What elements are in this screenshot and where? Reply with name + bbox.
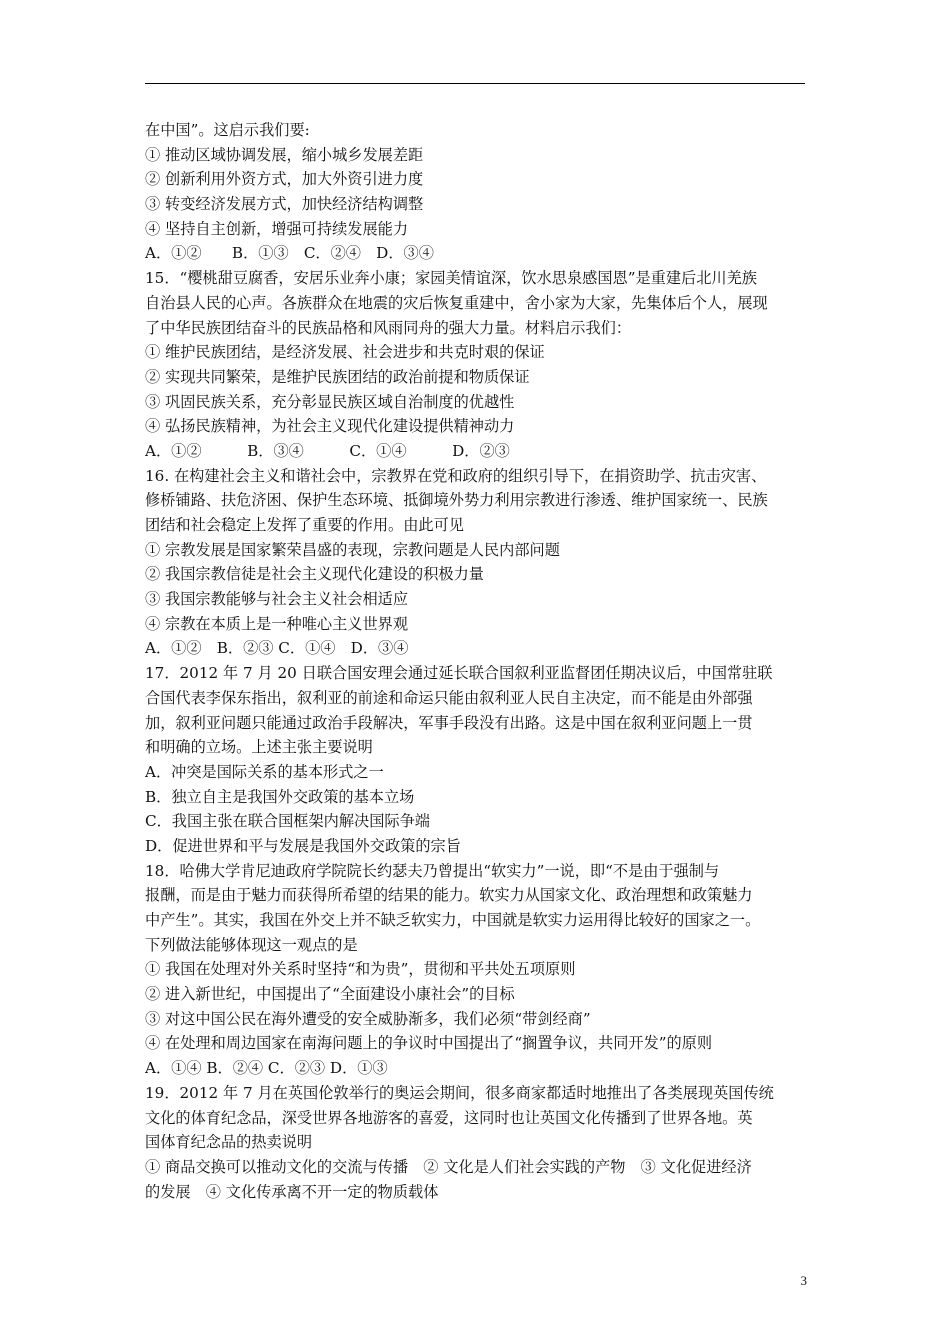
text-line: ② 我国宗教信徒是社会主义现代化建设的积极力量	[145, 565, 484, 584]
text-line: ② 创新利用外资方式，加大外资引进力度	[145, 170, 424, 189]
text-line: 修桥铺路、扶危济困、保护生态环境、抵御境外势力利用宗教进行渗透、维护国家统一、民族	[145, 491, 768, 510]
text-line: ③ 转变经济发展方式，加快经济结构调整	[145, 195, 424, 214]
text-line: 自治县人民的心声。各族群众在地震的灾后恢复重建中，舍小家为大家，先集体后个人，展现	[145, 293, 768, 312]
text-line: 加，叙利亚问题只能通过政治手段解决，军事手段没有出路。这是中国在叙利亚问题上一贯	[145, 713, 753, 732]
text-line: 文化的体育纪念品，深受世界各地游客的喜爱，这同时也让英国文化传播到了世界各地。英	[145, 1108, 753, 1127]
text-line: B．独立自主是我国外交政策的基本立场	[145, 787, 415, 806]
text-line: ③ 我国宗教能够与社会主义社会相适应	[145, 590, 409, 609]
text-line: ① 我国在处理对外关系时坚持“和为贵”，贯彻和平共处五项原则	[145, 960, 576, 979]
text-line: 报酬，而是由于魅力而获得所希望的结果的能力。软实力从国家文化、政治理想和政策魅力	[145, 886, 753, 905]
text-line: C．我国主张在联合国框架内解决国际争端	[145, 812, 430, 831]
text-line: 中产生”。其实，我国在外交上并不缺乏软实力，中国就是软实力运用得比较好的国家之一。	[145, 911, 761, 929]
question-18-stem: 18．哈佛大学肯尼迪政府学院院长约瑟夫乃曾提出“软实力”一说，即“不是由于强制与	[145, 861, 720, 880]
question-17-stem: 17．2012 年 7 月 20 日联合国安理会通过延长联合国叙利亚监督团任期决议后，中国常驻联	[145, 664, 773, 683]
page-number: 3	[800, 1273, 807, 1288]
question-15-stem: 15．“樱桃甜豆腐香，安居乐业奔小康；家园美情谊深，饮水思泉感国恩”是重建后北川羌族	[145, 269, 757, 288]
text-line: ① 推动区域协调发展，缩小城乡发展差距	[145, 145, 424, 164]
text-line: ① 维护民族团结，是经济发展、社会进步和共克时艰的保证	[145, 343, 545, 362]
answer-options: A．①② B．②③ C．①④ D．③④	[145, 639, 409, 658]
document-body	[145, 118, 807, 1204]
text-line: 合国代表李保东指出，叙利亚的前途和命运只能由叙利亚人民自主决定，而不能是由外部强	[145, 688, 753, 707]
answer-options: A．①② B．③④ C．①④ D．②③	[145, 441, 510, 460]
answer-options: A．①④ B．②④ C．②③ D．①③	[145, 1059, 388, 1078]
text-line: ③ 对这中国公民在海外遭受的安全威胁渐多，我们必须“带剑经商”	[145, 1009, 591, 1028]
text-line: 了中华民族团结奋斗的民族品格和风雨同舟的强大力量。材料启示我们：	[145, 318, 631, 337]
question-19-stem: 19．2012 年 7 月在英国伦敦举行的奥运会期间，很多商家都适时地推出了各类展现英国传统	[145, 1083, 774, 1102]
text-line: ② 进入新世纪，中国提出了“全面建设小康社会”的目标	[145, 985, 515, 1004]
text-line: ③ 巩固民族关系，充分彰显民族区域自治制度的优越性	[145, 392, 515, 411]
text-line: A．冲突是国际关系的基本形式之一	[145, 762, 384, 781]
text-line: 的发展 ④ 文化传承离不开一定的物质载体	[145, 1182, 439, 1201]
text-line: ④ 宗教在本质上是一种唯心主义世界观	[145, 614, 409, 633]
question-16-stem: 16. 在构建社会主义和谐社会中，宗教界在党和政府的组织引导下，在捐资助学、抗击灾害、	[145, 466, 767, 485]
text-line: ① 宗教发展是国家繁荣昌盛的表现，宗教问题是人民内部问题	[145, 540, 560, 559]
header-rule	[145, 83, 805, 84]
text-line: ④ 弘扬民族精神，为社会主义现代化建设提供精神动力	[145, 417, 515, 436]
text-line: ④ 坚持自主创新，增强可持续发展能力	[145, 219, 409, 238]
text-line: 下列做法能够体现这一观点的是	[145, 935, 358, 954]
answer-options: A．①② B．①③ C．②④ D．③④	[145, 244, 434, 263]
text-line: ④ 在处理和周边国家在南海问题上的争议时中国提出了“搁置争议，共同开发”的原则	[145, 1034, 713, 1053]
text-line: 团结和社会稳定上发挥了重要的作用。由此可见	[145, 516, 464, 534]
text-line: 在中国”。这启示我们要:	[145, 121, 310, 139]
text-line: D．促进世界和平与发展是我国外交政策的宗旨	[145, 836, 461, 855]
text-line: 国体育纪念品的热卖说明	[145, 1133, 313, 1152]
text-line: ① 商品交换可以推动文化的交流与传播 ② 文化是人们社会实践的产物 ③ 文化促进经济	[145, 1157, 752, 1176]
text-line: ② 实现共同繁荣，是维护民族团结的政治前提和物质保证	[145, 367, 530, 386]
text-line: 和明确的立场。上述主张主要说明	[145, 738, 373, 757]
